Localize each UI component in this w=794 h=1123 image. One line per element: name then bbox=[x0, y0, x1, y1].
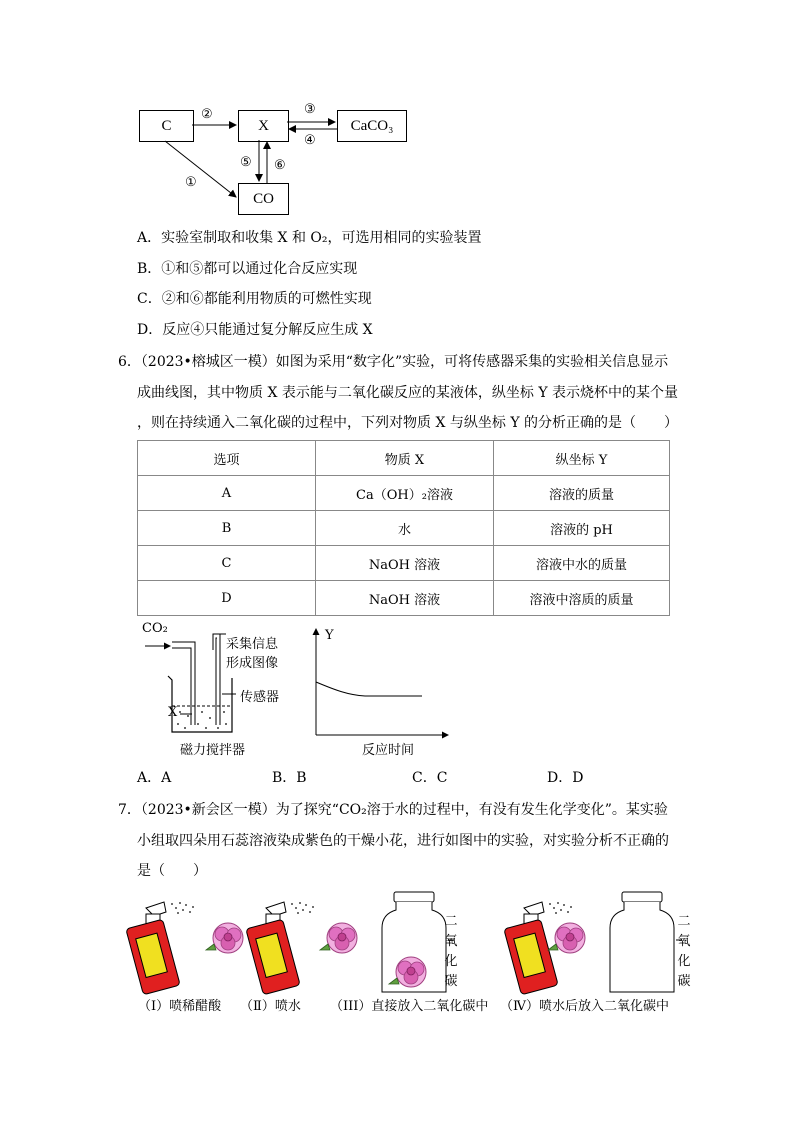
jar3-label: 二 氧 化 碳 bbox=[444, 914, 458, 989]
table-row bbox=[138, 581, 670, 616]
data-curve bbox=[316, 682, 422, 696]
q7-stem-line-1: 7．（2023•新会区一模）为了探究“CO₂溶于水的过程中，有没有发生化学变化”。某实验 bbox=[118, 802, 668, 818]
node-x: X bbox=[238, 110, 289, 142]
table-header: 选项 bbox=[138, 441, 316, 476]
caption-iv: （Ⅳ）喷水后放入二氧化碳中 bbox=[500, 999, 669, 1014]
q6-stem-line-3: ，则在持续通入二氧化碳的过程中，下列对物质 X 与纵坐标 Y 的分析正确的是（ ） bbox=[137, 415, 679, 431]
table-cell: 溶液中溶质的质量 bbox=[494, 581, 670, 616]
co2-label: CO₂ bbox=[142, 621, 168, 636]
label-3: ③ bbox=[304, 102, 316, 117]
q6-answer-c[interactable]: C．C bbox=[412, 770, 448, 786]
collect-info-label: 采集信息 bbox=[226, 637, 279, 652]
table-header: 纵坐标 Y bbox=[494, 441, 670, 476]
table-cell: C bbox=[138, 546, 316, 581]
table-row bbox=[138, 546, 670, 581]
table-cell: 溶液中水的质量 bbox=[494, 546, 670, 581]
sensor-label: 传感器 bbox=[240, 690, 280, 705]
node-caco3: CaCO₃ bbox=[337, 110, 407, 142]
table-cell: Ca（OH）₂溶液 bbox=[316, 476, 494, 511]
diagram-arrows bbox=[0, 0, 794, 240]
table-cell: A bbox=[138, 476, 316, 511]
table-cell: 水 bbox=[316, 511, 494, 546]
table-cell: 溶液的质量 bbox=[494, 476, 670, 511]
q6-stem-line-1: 6．（2023•榕城区一模）如图为采用“数字化”实验，可将传感器采集的实验相关信息显示 bbox=[118, 354, 669, 370]
caption-iii: （III）直接放入二氧化碳中 bbox=[330, 999, 489, 1014]
label-5: ⑤ bbox=[240, 155, 252, 170]
table-cell: NaOH 溶液 bbox=[316, 581, 494, 616]
label-2: ② bbox=[201, 107, 213, 122]
form-image-label: 形成图像 bbox=[226, 656, 279, 671]
arrow-c-to-co bbox=[165, 141, 236, 197]
label-6: ⑥ bbox=[274, 158, 286, 173]
jar4-label: 二 氧 化 碳 bbox=[677, 914, 691, 989]
table-cell: 溶液的 pH bbox=[494, 511, 670, 546]
table-row bbox=[138, 476, 670, 511]
table-header-row bbox=[138, 441, 670, 476]
table-cell: D bbox=[138, 581, 316, 616]
node-co: CO bbox=[238, 183, 289, 215]
table-cell: B bbox=[138, 511, 316, 546]
table-row bbox=[138, 511, 670, 546]
q6-table bbox=[137, 440, 670, 616]
caption-ii: （Ⅱ）喷水 bbox=[240, 999, 301, 1014]
q6-answer-a[interactable]: A．A bbox=[137, 770, 172, 786]
node-c: C bbox=[139, 110, 194, 142]
q5-option-c[interactable]: C．②和⑥都能利用物质的可燃性实现 bbox=[137, 291, 372, 307]
label-1: ① bbox=[185, 175, 197, 190]
q7-experiment-drawing bbox=[120, 890, 700, 995]
q5-option-b[interactable]: B．①和⑤都可以通过化合反应实现 bbox=[137, 261, 358, 277]
q5-option-a[interactable]: A．实验室制取和收集 X 和 O₂，可选用相同的实验装置 bbox=[137, 230, 482, 246]
y-vs-time-graph bbox=[300, 625, 450, 740]
x-liquid-label: X bbox=[168, 705, 178, 720]
q7-stem-line-3: 是（ ） bbox=[137, 863, 207, 879]
q7-stem-line-2: 小组取四朵用石蕊溶液染成紫色的干燥小花，进行如图中的实验，对实验分析不正确的 bbox=[137, 833, 669, 849]
q6-answer-d[interactable]: D．D bbox=[547, 770, 584, 786]
table-header: 物质 X bbox=[316, 441, 494, 476]
caption-i: （I）喷稀醋酸 bbox=[138, 999, 222, 1014]
graph-y-label: Y bbox=[325, 628, 334, 643]
label-4: ④ bbox=[304, 133, 316, 148]
graph-x-label: 反应时间 bbox=[362, 743, 415, 758]
q6-answer-b[interactable]: B．B bbox=[272, 770, 307, 786]
table-cell: NaOH 溶液 bbox=[316, 546, 494, 581]
q5-option-d[interactable]: D．反应④只能通过复分解反应生成 X bbox=[137, 322, 373, 338]
q6-stem-line-2: 成曲线图，其中物质 X 表示能与二氧化碳反应的某液体，纵坐标 Y 表示烧杯中的某个量 bbox=[137, 385, 679, 401]
stirrer-label: 磁力搅拌器 bbox=[180, 743, 246, 758]
